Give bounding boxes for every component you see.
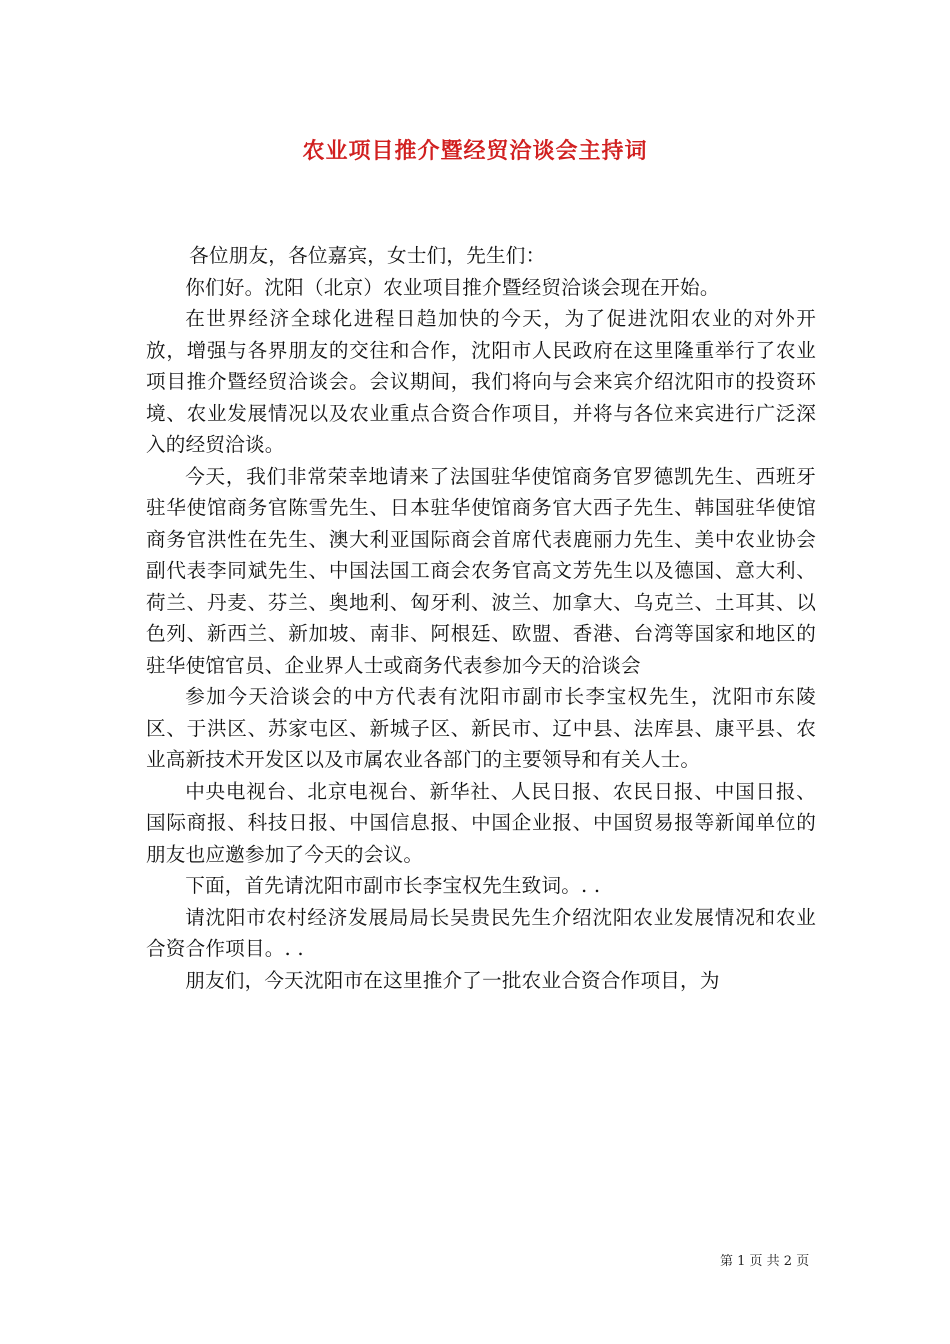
greeting-paragraph: 各位朋友，各位嘉宾，女士们，先生们： [189,244,546,267]
background-paragraph: 在世界经济全球化进程日趋加快的今天，为了促进沈阳农业的对外开放，增强与各界朋友的交往和合作，沈阳市人民政府在这里隆重举行了农业项目推介暨经贸洽谈会。会议期间，我们将向与会来宾介绍沈阳市的投资环境、农业发展情况以及农业重点合资合作项目，并将与各位来宾进行广泛深入的经贸洽谈。 [146,307,816,456]
foreign-guests-paragraph: 今天，我们非常荣幸地请来了法国驻华使馆商务官罗德凯先生、西班牙驻华使馆商务官陈雪先生、日本驻华使馆商务官大西子先生、韩国驻华使馆商务官洪性在先生、澳大利亚国际商会首席代表鹿丽力先生、美中农业协会副代表李同斌先生、中国法国工商会农务官高文芳先生以及德国、意大利、荷兰、丹麦、芬兰、奥地利、匈牙利、波兰、加拿大、乌克兰、土耳其、以色列、新西兰、新加坡、南非、阿根廷、欧盟、香港、台湾等国家和地区的驻华使馆官员、企业界人士或商务代表参加今天的洽谈会 [146,464,816,677]
page-title: 农业项目推介暨经贸洽谈会主持词 [302,138,648,164]
chinese-representatives-paragraph: 参加今天洽谈会的中方代表有沈阳市副市长李宝权先生，沈阳市东陵区、于洪区、苏家屯区、新城子区、新民市、辽中县、法库县、康平县、农业高新技术开发区以及市属农业各部门的主要领导和有关人士。 [146,685,816,771]
vice-mayor-speech-paragraph: 下面，首先请沈阳市副市长李宝权先生致词。. . [185,874,601,897]
opening-paragraph: 你们好。沈阳（北京）农业项目推介暨经贸洽谈会现在开始。 [185,275,720,299]
bureau-introduction-paragraph: 请沈阳市农村经济发展局局长吴贵民先生介绍沈阳农业发展情况和农业合资合作项目。. . [146,905,816,960]
document-body [146,240,816,996]
closing-paragraph: 朋友们，今天沈阳市在这里推介了一批农业合资合作项目，为 [185,968,720,992]
page-number: 第 1 页 共 2 页 [720,1254,810,1269]
media-paragraph: 中央电视台、北京电视台、新华社、人民日报、农民日报、中国日报、国际商报、科技日报、中国信息报、中国企业报、中国贸易报等新闻单位的朋友也应邀参加了今天的会议。 [146,779,816,866]
